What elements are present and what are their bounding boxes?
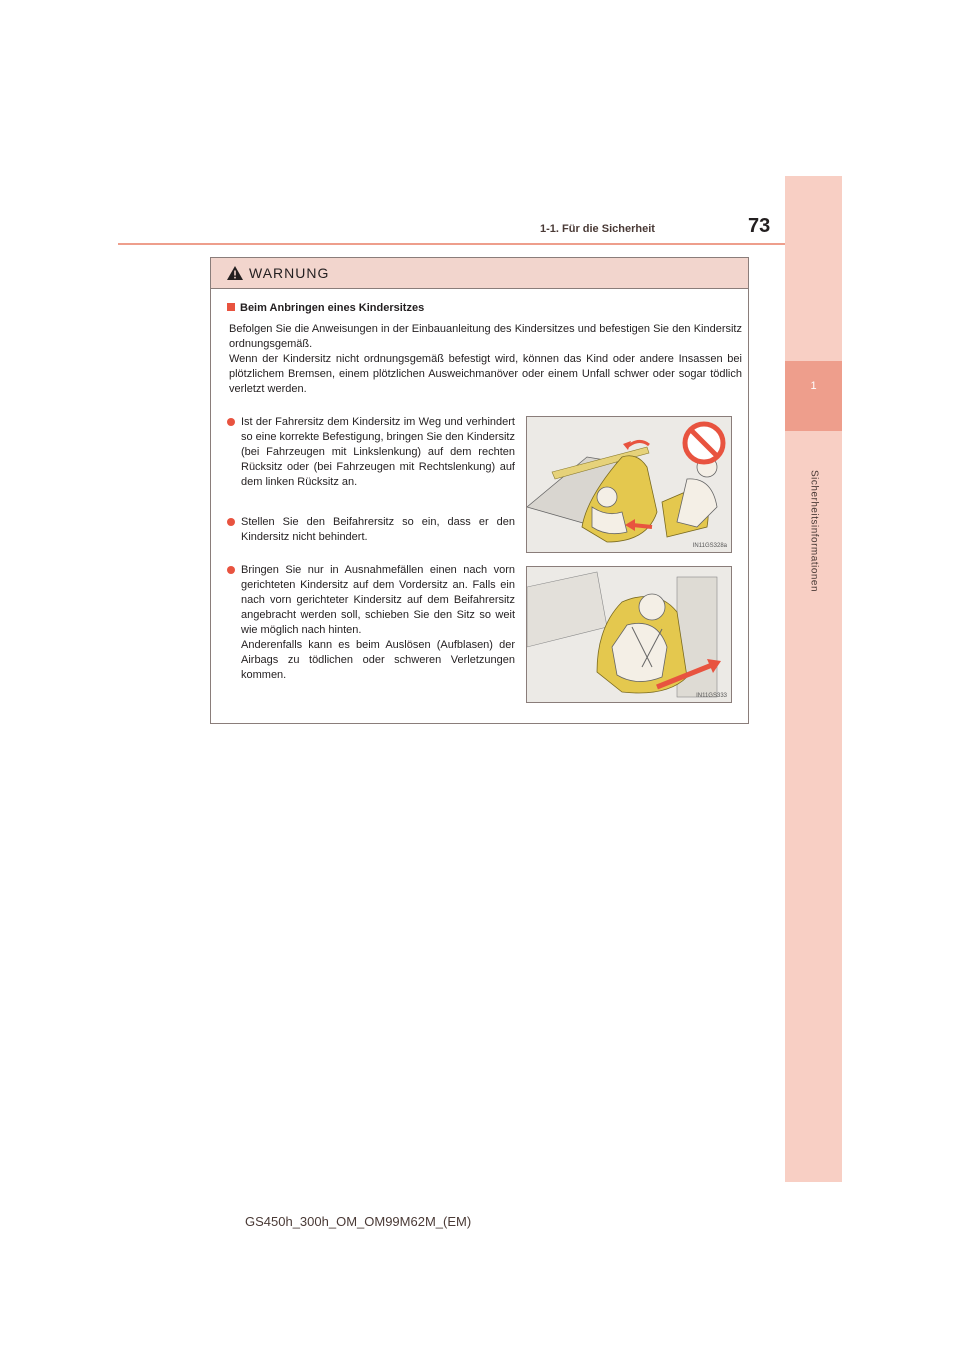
warning-bullet: Ist der Fahrersitz dem Kindersitz im Weg und verhindert so eine korrekte Befestigung, bringen Sie den Kindersitz (bei Fahrzeugen mit Linkslenkung) auf dem rechten Rücksitz oder (bei Fahrzeugen mit Rechtslenkung) auf dem linken Rücksitz an.: [227, 415, 515, 490]
warning-box: [210, 257, 749, 724]
square-bullet-icon: [227, 303, 235, 311]
warning-heading: Beim Anbringen eines Kindersitzes: [227, 302, 424, 314]
warning-icon: [227, 266, 243, 280]
warning-bullet: Bringen Sie nur in Ausnahmefällen einen nach vorn gerichteten Kindersitz auf dem Vordersitz an. Falls ein nach vorn gerichteter Kindersitz auf dem Beifahrersitz angebracht werden soll, schieben Sie den Sitz so weit wie möglich nach hinten. Anderenfalls kann es beim Auslösen (Aufblasen) der Airbags zu tödlichen oder schweren Verletzungen kommen.: [227, 563, 515, 683]
warning-header: [211, 258, 748, 289]
front-seat-drawing: [527, 567, 731, 702]
header-rule: [118, 243, 785, 245]
footer-code: GS450h_300h_OM_OM99M62M_(EM): [245, 1214, 472, 1229]
page-number: 73: [748, 215, 771, 237]
warning-paragraph: Befolgen Sie die Anweisungen in der Einbauanleitung des Kindersitzes und befestigen Sie den Kindersitz ordnungsgemäß.: [229, 323, 742, 350]
warning-paragraph: Wenn der Kindersitz nicht ordnungsgemäß befestigt wird, können das Kind oder andere Insassen bei plötzlichem Bremsen, einem plötzlichen Ausweichmanöver oder einem Unfall schwer oder sogar tödlich verletzt werden.: [229, 353, 742, 395]
figure-code: IN11GS328a: [692, 543, 727, 549]
bullet-dot-icon: [227, 566, 235, 574]
bullet-dot-icon: [227, 418, 235, 426]
figure-code: IN11GS333: [696, 693, 727, 699]
chapter-tab[interactable]: [785, 361, 842, 431]
illustration-rear-seat: [526, 416, 732, 553]
rear-seat-drawing: [527, 417, 731, 552]
warning-bullet: Stellen Sie den Beifahrersitz so ein, dass er den Kindersitz nicht behindert.: [227, 515, 515, 545]
illustration-front-seat: [526, 566, 732, 703]
chapter-label: Sicherheitsinformationen: [808, 470, 820, 593]
chapter-number: 1: [810, 380, 817, 392]
bullet-dot-icon: [227, 518, 235, 526]
warning-title: WARNUNG: [249, 265, 330, 281]
section-title: 1-1. Für die Sicherheit: [540, 223, 655, 235]
side-band: [785, 176, 842, 1182]
